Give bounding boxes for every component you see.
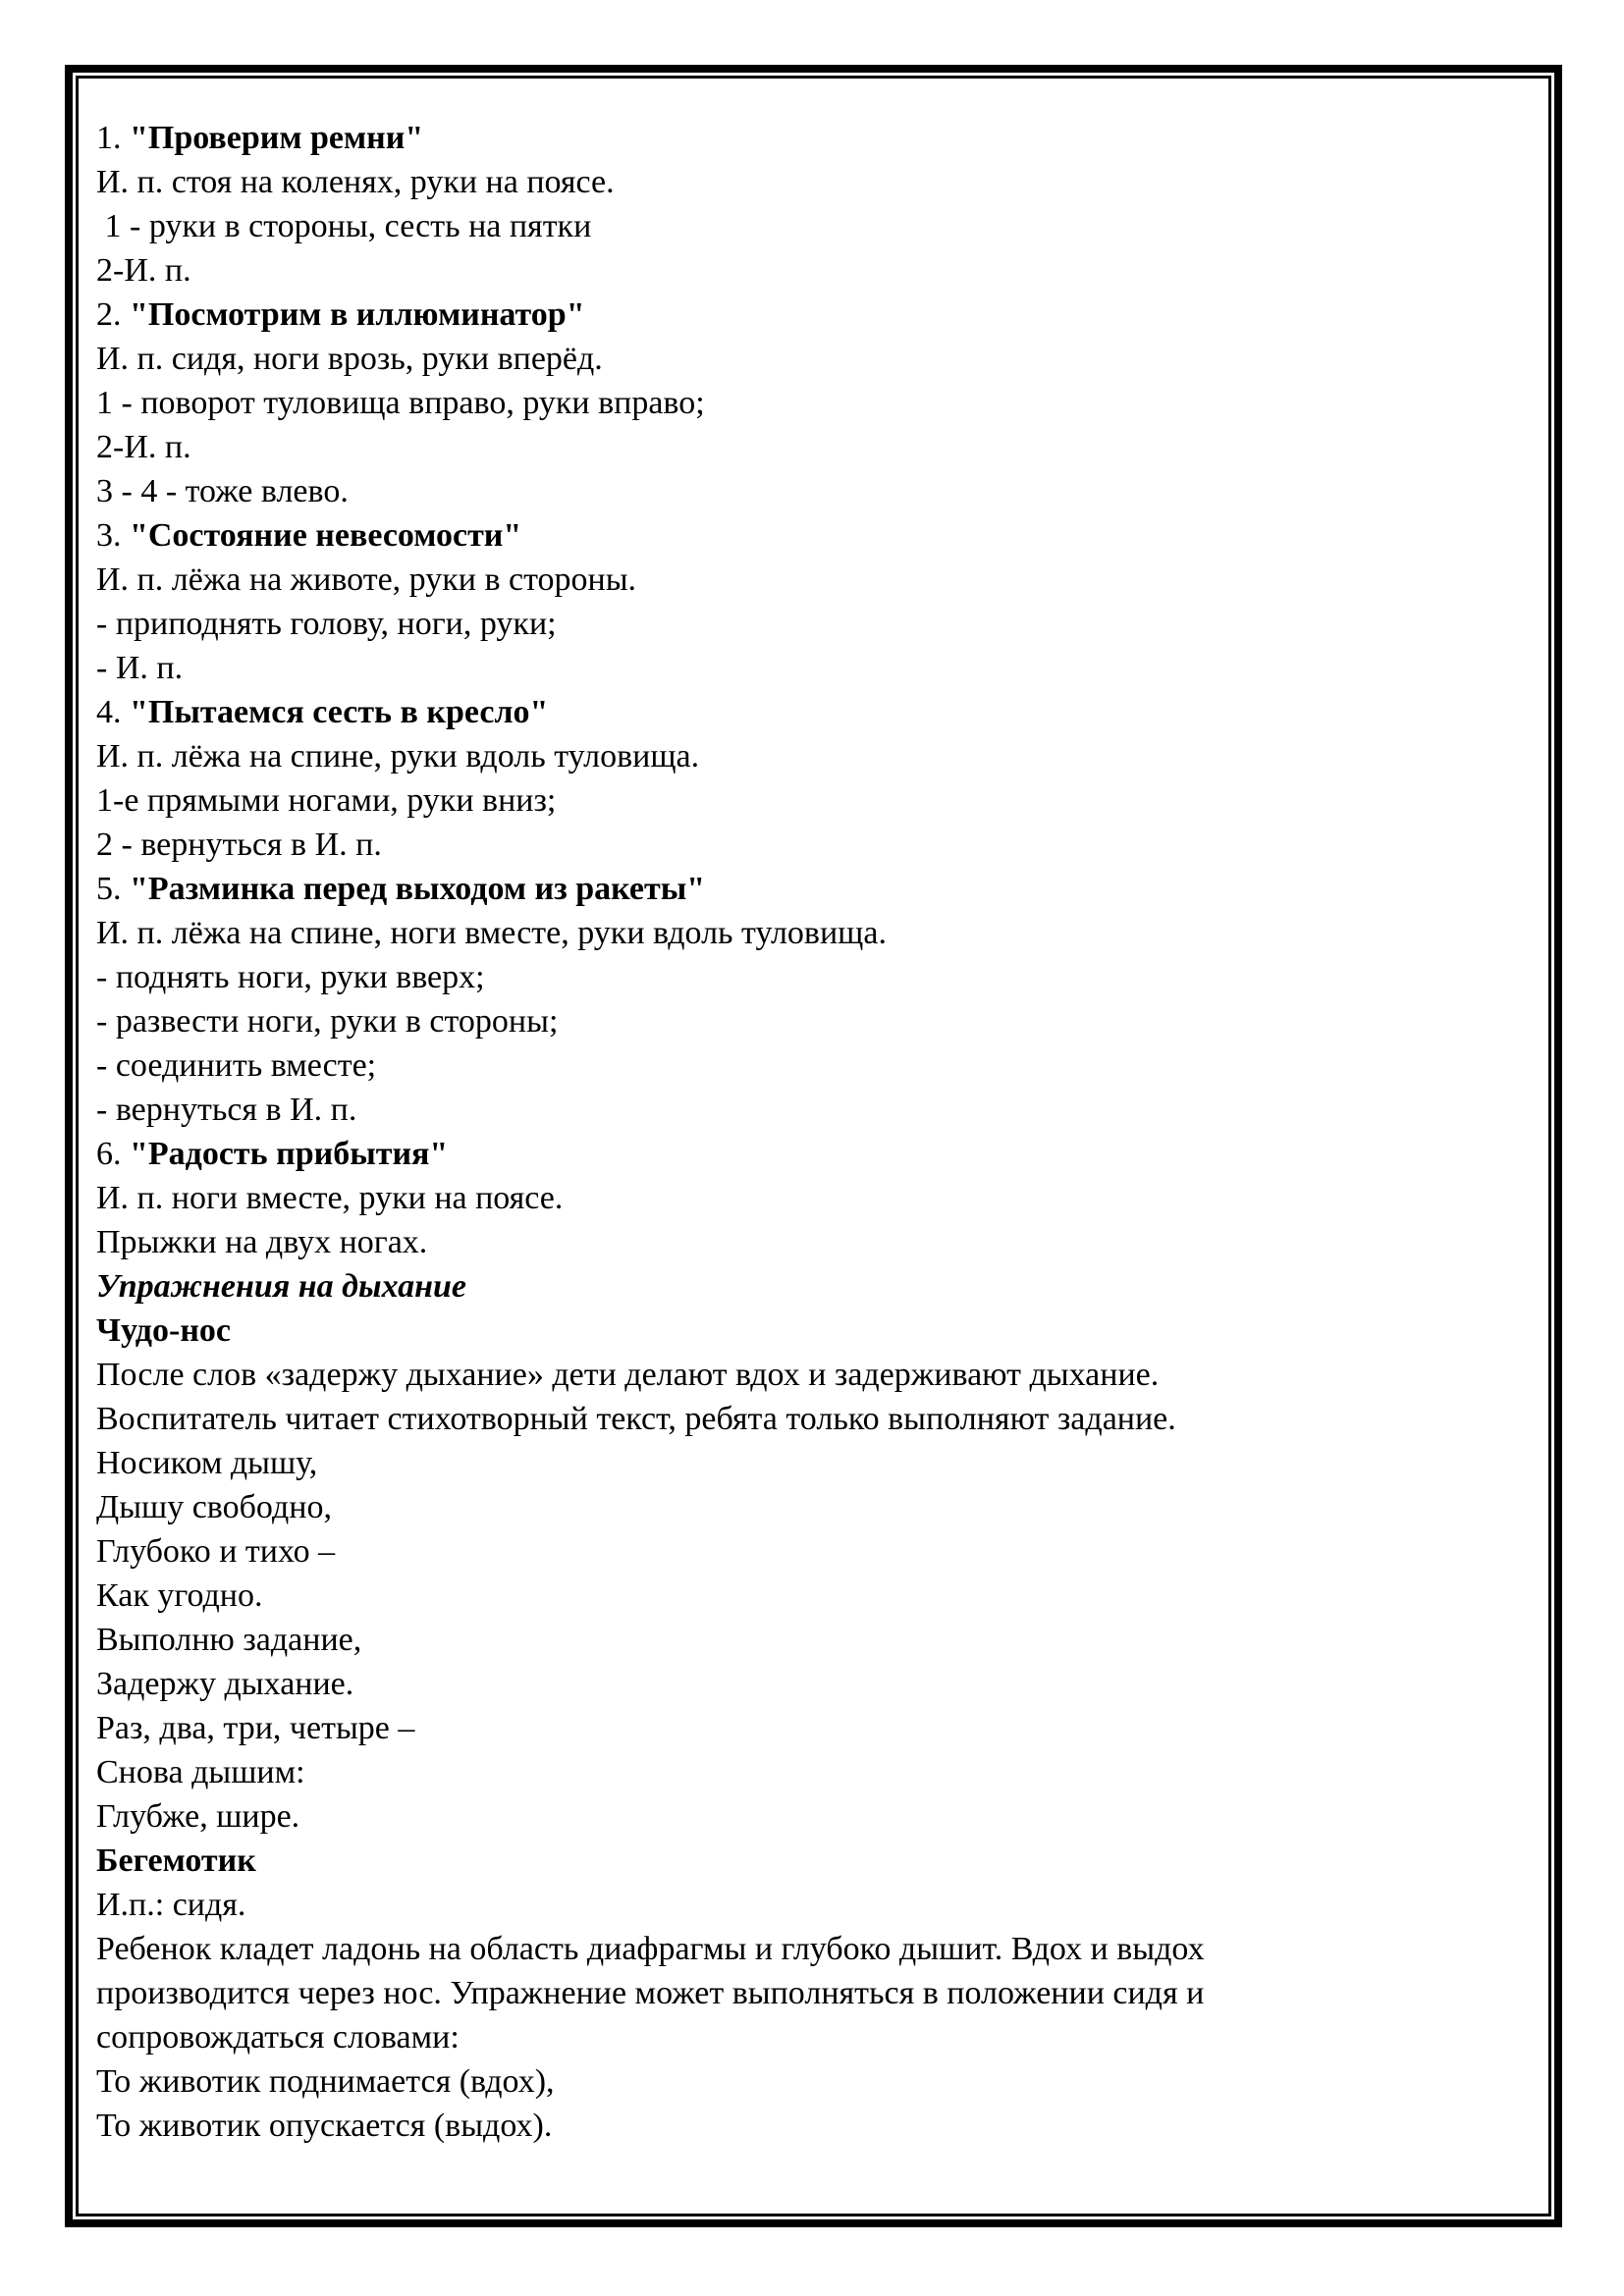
poem-line: Глубоко и тихо – xyxy=(96,1533,336,1570)
hippo-exercise-line: сопровождаться словами: xyxy=(96,2019,460,2056)
hippo-exercise-line: Ребенок кладет ладонь на область диафрагмы и глубоко дышит. Вдох и выдох xyxy=(96,1931,1205,1967)
exercise-number: 3. xyxy=(96,517,122,554)
poem-line: Раз, два, три, четыре – xyxy=(96,1710,415,1746)
document-body xyxy=(96,116,1490,2148)
exercise-3-line: - приподнять голову, ноги, руки; xyxy=(96,606,557,642)
poem-line: Носиком дышу, xyxy=(96,1445,318,1481)
hippo-exercise-line: производится через нос. Упражнение может выполняться в положении сидя и xyxy=(96,1975,1205,2011)
exercise-6-heading xyxy=(96,1132,1490,1176)
exercise-5-line: - развести ноги, руки в стороны; xyxy=(96,1003,559,1040)
exercise-number: 2. xyxy=(96,296,122,333)
exercise-title: "Разминка перед выходом из ракеты" xyxy=(130,871,706,907)
exercise-1-line: И. п. стоя на коленях, руки на поясе. xyxy=(96,164,615,200)
exercise-6-line: И. п. ноги вместе, руки на поясе. xyxy=(96,1180,564,1216)
nose-exercise-title: Чудо-нос xyxy=(96,1312,232,1349)
poem-line: Глубже, шире. xyxy=(96,1798,300,1835)
exercise-4-line: И. п. лёжа на спине, руки вдоль туловища. xyxy=(96,738,700,774)
exercise-3-heading xyxy=(96,513,1490,558)
poem-line: То животик опускается (выдох). xyxy=(96,2108,553,2144)
exercise-title: "Проверим ремни" xyxy=(130,120,424,156)
exercise-5-line: - соединить вместе; xyxy=(96,1047,377,1084)
exercise-title: "Посмотрим в иллюминатор" xyxy=(130,296,585,333)
exercise-3-line: - И. п. xyxy=(96,650,184,686)
exercise-5-heading xyxy=(96,867,1490,911)
exercise-2-heading xyxy=(96,293,1490,337)
poem-line: Снова дышим: xyxy=(96,1754,305,1790)
exercise-title: "Состояние невесомости" xyxy=(130,517,522,554)
exercise-number: 4. xyxy=(96,694,122,730)
poem-line: Как угодно. xyxy=(96,1577,263,1614)
exercise-2-line: 1 - поворот туловища вправо, руки вправо; xyxy=(96,385,705,421)
exercise-number: 1. xyxy=(96,120,122,156)
exercise-4-line: 2 - вернуться в И. п. xyxy=(96,827,382,863)
poem-line: Выполню задание, xyxy=(96,1622,362,1658)
exercise-2-line: И. п. сидя, ноги врозь, руки вперёд. xyxy=(96,341,603,377)
nose-exercise-line: Воспитатель читает стихотворный текст, ребята только выполняют задание. xyxy=(96,1401,1176,1437)
exercise-2-line: 2-И. п. xyxy=(96,429,191,465)
hippo-exercise-title: Бегемотик xyxy=(96,1842,256,1879)
exercise-1-line: 1 - руки в стороны, сесть на пятки xyxy=(96,208,592,244)
nose-exercise-line: После слов «задержу дыхание» дети делают вдох и задерживают дыхание. xyxy=(96,1357,1160,1393)
exercise-2-line: 3 - 4 - тоже влево. xyxy=(96,473,349,509)
hippo-exercise-line: И.п.: сидя. xyxy=(96,1887,246,1923)
poem-line: Дышу свободно, xyxy=(96,1489,332,1525)
poem-line: То животик поднимается (вдох), xyxy=(96,2063,555,2100)
exercise-number: 5. xyxy=(96,871,122,907)
exercise-1-heading xyxy=(96,116,1490,160)
exercise-4-heading xyxy=(96,690,1490,734)
exercise-5-line: - вернуться в И. п. xyxy=(96,1092,357,1128)
exercise-title: "Радость прибытия" xyxy=(130,1136,449,1172)
exercise-5-line: - поднять ноги, руки вверх; xyxy=(96,959,485,995)
exercise-number: 6. xyxy=(96,1136,122,1172)
breathing-section-heading: Упражнения на дыхание xyxy=(96,1268,467,1305)
exercise-3-line: И. п. лёжа на животе, руки в стороны. xyxy=(96,561,637,598)
poem-line: Задержу дыхание. xyxy=(96,1666,354,1702)
exercise-5-line: И. п. лёжа на спине, ноги вместе, руки вдоль туловища. xyxy=(96,915,887,951)
exercise-title: "Пытаемся сесть в кресло" xyxy=(130,694,549,730)
exercise-1-line: 2-И. п. xyxy=(96,252,191,289)
exercise-4-line: 1-е прямыми ногами, руки вниз; xyxy=(96,782,557,819)
exercise-6-line: Прыжки на двух ногах. xyxy=(96,1224,428,1260)
